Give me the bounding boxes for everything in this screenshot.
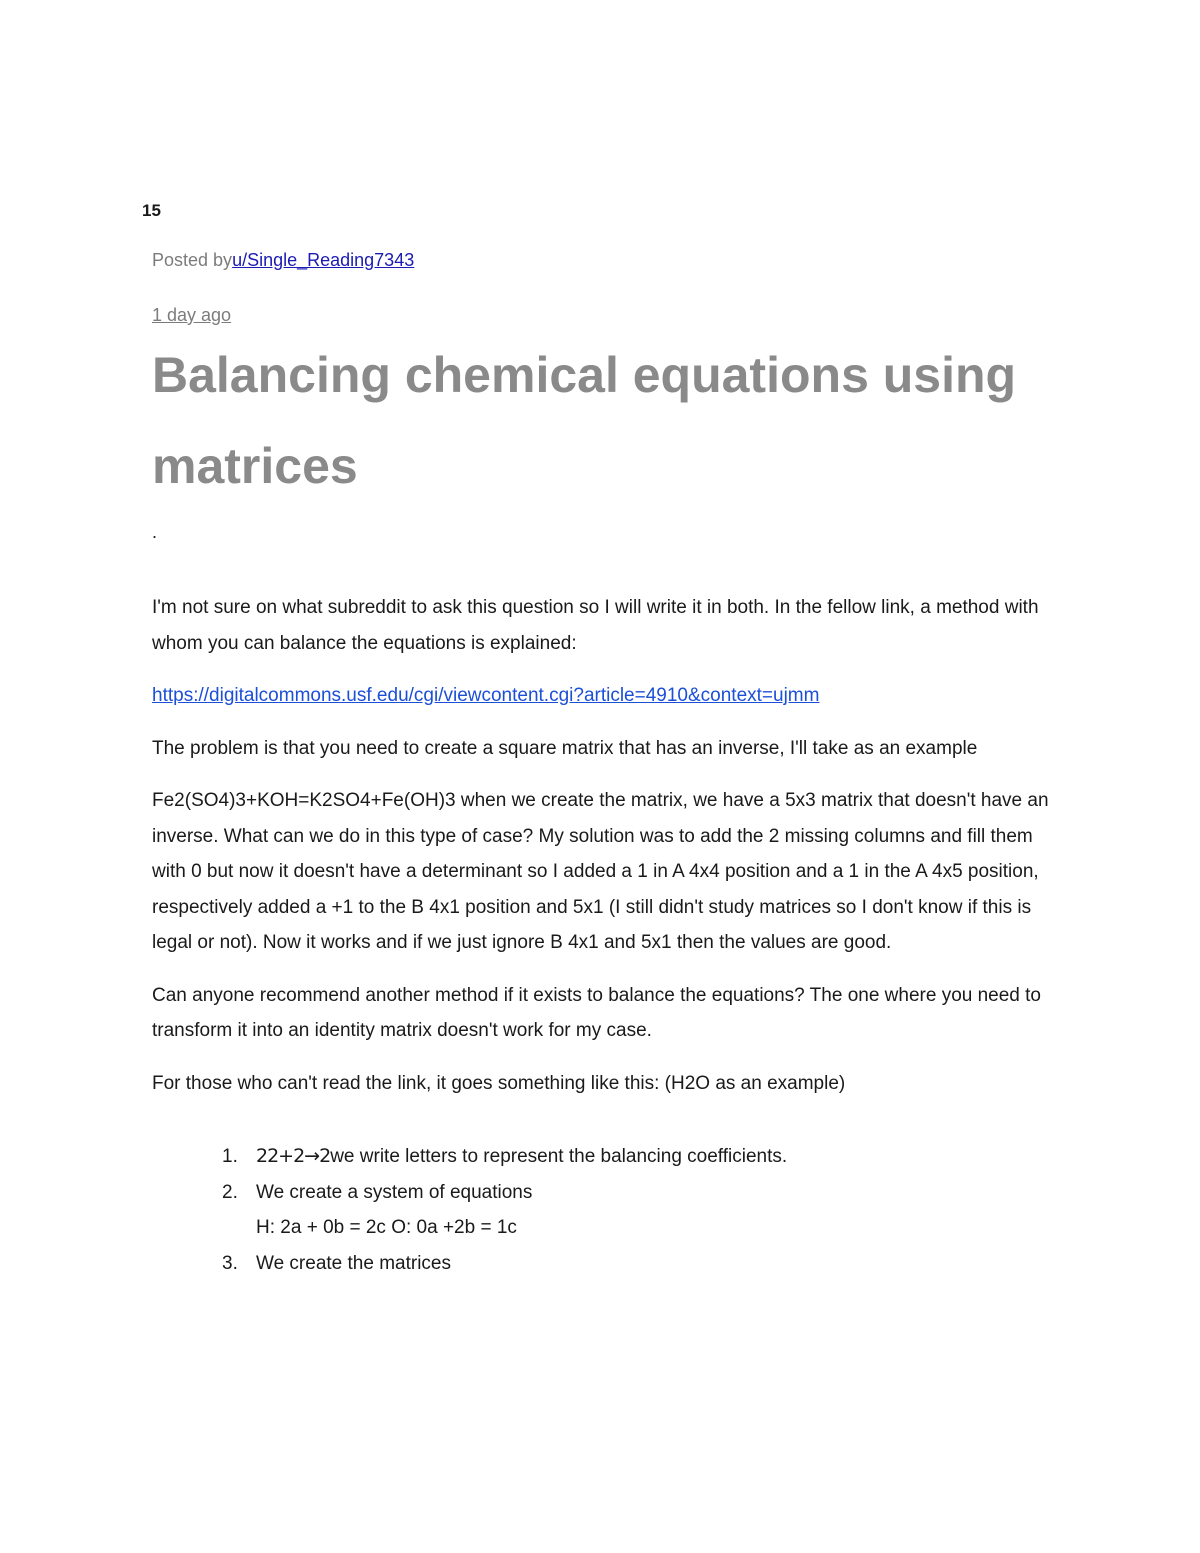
list-item — [152, 1139, 1052, 1175]
post-timestamp[interactable]: 1 day ago — [152, 305, 232, 325]
post-meta — [152, 250, 414, 271]
posted-by-label: Posted by — [152, 250, 233, 270]
step-text: We create a system of equations — [256, 1181, 533, 1203]
body-paragraph-1: I'm not sure on what subreddit to ask this question so I will write it in both. In the fellow link, a method with whom you can balance the equations is explained: — [152, 597, 1039, 654]
author-link[interactable]: u/Single_Reading7343 — [232, 250, 415, 270]
list-number: 3. — [222, 1252, 238, 1274]
body-paragraph-4: Can anyone recommend another method if it exists to balance the equations? The one where you need to transform it into an identity matrix doesn't work for my case. — [152, 984, 1042, 1041]
list-item — [152, 1175, 1052, 1246]
steps-list — [152, 1139, 1052, 1281]
list-number: 2. — [222, 1181, 238, 1203]
post-body — [152, 590, 1052, 1281]
body-paragraph-2: The problem is that you need to create a square matrix that has an inverse, I'll take as an example — [152, 737, 978, 759]
step-subtext: H: 2a + 0b = 2c O: 0a +2b = 1c — [256, 1217, 517, 1238]
step-text: we write letters to represent the balancing coefficients. — [330, 1146, 788, 1167]
step-text: We create the matrices — [256, 1252, 452, 1274]
link-paragraph — [152, 678, 1052, 714]
list-item — [152, 1246, 1052, 1282]
external-link[interactable]: https://digitalcommons.usf.edu/cgi/viewcontent.cgi?article=4910&context=ujmm — [152, 685, 820, 706]
equation: 22+2→2 — [256, 1145, 331, 1167]
post-title: Balancing chemical equations using matrices — [152, 347, 1017, 494]
body-paragraph-3: Fe2(SO4)3+KOH=K2SO4+Fe(OH)3 when we create the matrix, we have a 5x3 matrix that doesn't have an inverse. What can we do in this type of case? My solution was to add the 2 missing columns and fill them with 0 but now it doesn't have a determinant so I added a 1 in A 4x4 position and a 1 in the A 4x5 position, respectively added a +1 to the B 4x1 position and 5x1 (I still didn't study matrices so I don't know if this is legal or not). Now it works and if we just ignore B 4x1 and 5x1 then the values are good. — [152, 790, 1049, 953]
list-number: 1. — [222, 1146, 238, 1167]
body-paragraph-5: For those who can't read the link, it goes something like this: (H2O as an example) — [152, 1072, 846, 1094]
vote-count: 15 — [142, 201, 161, 220]
separator: . — [152, 522, 158, 542]
